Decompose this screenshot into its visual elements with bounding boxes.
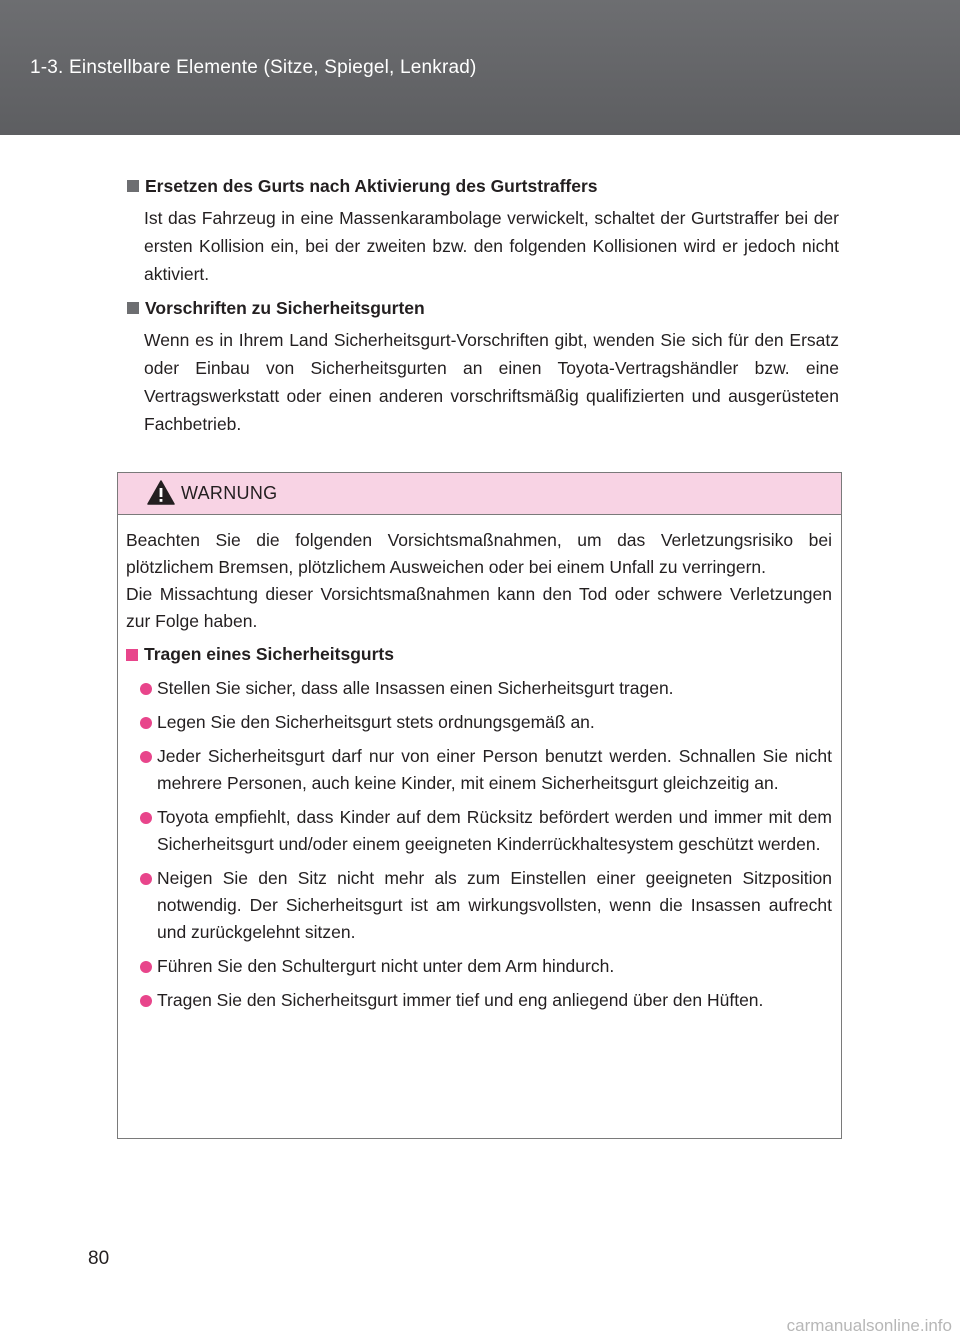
list-item	[126, 953, 832, 980]
warning-consequence: Die Missachtung dieser Vorsichtsmaßnahmen kann den Tod oder schwere Verletzungen zur Folge haben.	[126, 584, 832, 631]
bullet-dot-icon	[140, 683, 152, 695]
warning-header	[118, 473, 841, 515]
section-heading-text: Vorschriften zu Sicherheitsgurten	[145, 298, 425, 318]
list-item-text: Stellen Sie sicher, dass alle Insassen einen Sicherheitsgurt tragen.	[157, 678, 674, 698]
list-item	[126, 743, 832, 797]
warning-box	[117, 472, 842, 1139]
section-heading-text: Ersetzen des Gurts nach Aktivierung des Gurtstraffers	[145, 176, 598, 196]
chapter-title: 1-3. Einstellbare Elemente (Sitze, Spiegel, Lenkrad)	[30, 57, 477, 78]
list-item	[126, 865, 832, 946]
section-heading	[127, 294, 839, 322]
bullet-dot-icon	[140, 873, 152, 885]
bullet-dot-icon	[140, 995, 152, 1007]
warning-title: WARNUNG	[181, 483, 278, 503]
bullet-dot-icon	[140, 961, 152, 973]
page-header	[0, 0, 960, 135]
list-item	[126, 675, 832, 702]
page-number: 80	[88, 1248, 110, 1269]
list-item-text: Jeder Sicherheitsgurt darf nur von einer Person benutzt werden. Schnallen Sie nicht mehrere Personen, auch keine Kinder, mit einem Sicherheitsgurt gleichzeitig an.	[157, 746, 832, 793]
square-bullet-icon	[127, 302, 139, 314]
list-item	[126, 804, 832, 858]
bullet-dot-icon	[140, 812, 152, 824]
warning-triangle-icon	[147, 480, 175, 505]
warning-subheading	[126, 641, 832, 668]
warning-body	[118, 515, 841, 1014]
bullet-dot-icon	[140, 751, 152, 763]
warning-subheading-text: Tragen eines Sicherheitsgurts	[144, 644, 394, 664]
list-item-text: Legen Sie den Sicherheitsgurt stets ordnungsgemäß an.	[157, 712, 595, 732]
square-bullet-icon	[127, 180, 139, 192]
list-item	[126, 709, 832, 736]
list-item	[126, 987, 832, 1014]
watermark: carmanualsonline.info	[786, 1316, 952, 1335]
section-heading	[127, 172, 839, 200]
intro-content	[127, 172, 839, 444]
list-item-text: Führen Sie den Schultergurt nicht unter dem Arm hindurch.	[157, 956, 615, 976]
list-item-text: Toyota empfiehlt, dass Kinder auf dem Rücksitz befördert werden und immer mit dem Sicherheitsgurt und/oder einem geeigneten Kinderrückhaltesystem geschützt werden.	[157, 807, 832, 854]
section-paragraph: Wenn es in Ihrem Land Sicherheitsgurt-Vorschriften gibt, wenden Sie sich für den Ersatz oder Einbau von Sicherheitsgurten an einen Toyota-Vertragshändler bzw. eine Vertragswerkstatt oder einen anderen vorschriftsmäßig qualifizierten und ausgerüsteten Fachbetrieb.	[144, 330, 839, 434]
list-item-text: Neigen Sie den Sitz nicht mehr als zum Einstellen einer geeigneten Sitzposition notwendig. Der Sicherheitsgurt ist am wirkungsvollsten, wenn die Insassen aufrecht und zurückgelehnt sitzen.	[157, 868, 832, 942]
square-bullet-icon	[126, 649, 138, 661]
bullet-dot-icon	[140, 717, 152, 729]
warning-intro: Beachten Sie die folgenden Vorsichtsmaßnahmen, um das Verletzungsrisiko bei plötzlichem Bremsen, plötzlichem Ausweichen oder bei einem Unfall zu verringern.	[126, 530, 832, 577]
section-paragraph: Ist das Fahrzeug in eine Massenkarambolage verwickelt, schaltet der Gurtstraffer bei der ersten Kollision ein, bei der zweiten bzw. den folgenden Kollisionen wird er jedoch nicht aktiviert.	[144, 208, 839, 284]
list-item-text: Tragen Sie den Sicherheitsgurt immer tief und eng anliegend über den Hüften.	[157, 990, 764, 1010]
